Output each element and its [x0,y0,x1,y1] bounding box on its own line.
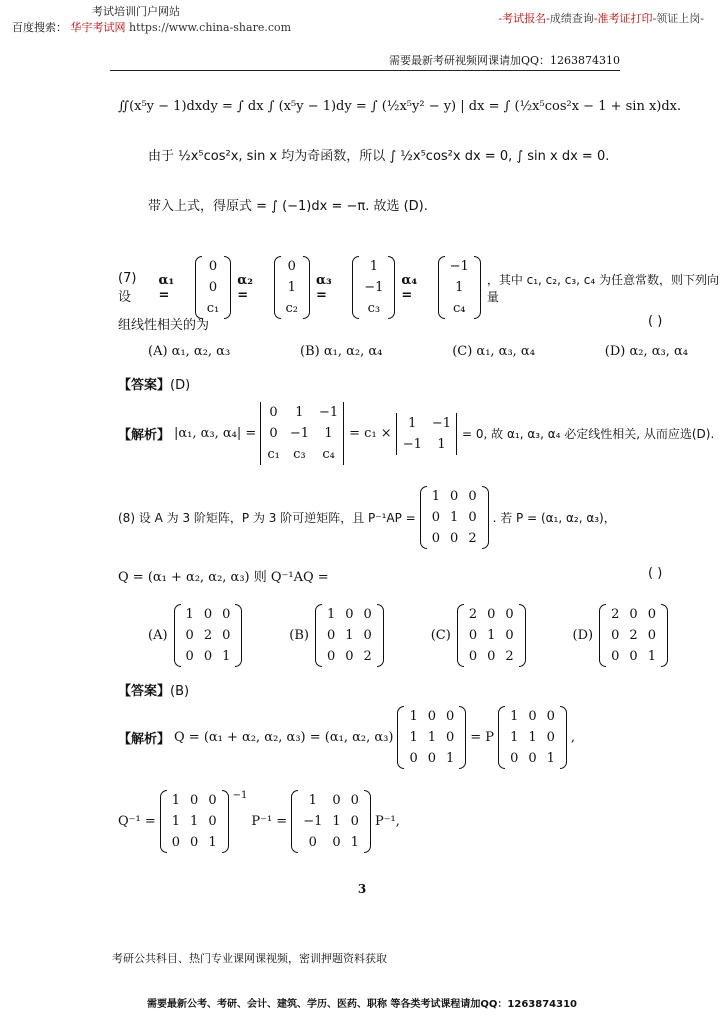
q7-alpha3-label: α₃ = [316,272,332,303]
brand-link[interactable]: 华宇考试网 [70,21,126,34]
q7-alpha1-label: α₁ = [158,272,175,303]
footer-line-1: 考研公共科目、热门专业课网课视频，密训押题资料获取 [112,952,387,965]
q7-line2: 组线性相关的为 [118,318,210,333]
nav-exam-signup[interactable]: -考试报名 [498,12,547,25]
q8-option-a[interactable]: (A) 1 0 0 0 2 0 0 0 1 [148,604,242,667]
q8-stem [118,486,616,549]
q8-ana-lhs: Q = (α₁ + α₂, α₂, α₃) = (α₁, α₂, α₃) [174,730,394,745]
q8-options [148,604,668,667]
nav-ticket-print[interactable]: -准考证打印 [593,12,653,25]
q8-inverse: Q⁻¹ = 1 0 0 1 1 0 0 0 1 $^{-1}$ P⁻¹ = 1 0 0 −1 1 0 0 0 1 P⁻¹, [118,790,400,853]
q8-analysis: 【解析】 Q = (α₁ + α₂, α₂, α₃) = (α₁, α₂, α₃) 1 0 0 1 1 0 0 0 1 = P 1 0 0 1 1 0 0 0 1 , [118,706,575,769]
analysis-label: 【解析】 [118,428,171,443]
q8-inv-matrix: 1 0 0 −1 1 0 0 0 1 [291,790,371,853]
q7-answer-value: (D) [170,378,191,393]
q7-vector-alpha2: 0 1 c₂ [274,256,311,319]
q7-mid: = c₁ × [349,426,392,441]
q7-answer [118,374,190,393]
q8-option-b[interactable]: (B) 1 0 0 0 1 0 0 0 2 [289,604,384,667]
header-left [12,4,291,36]
q7-prefix: (7) 设 [118,270,137,305]
q8-suffix: . 若 P = (α₁, α₂, α₃)， [492,511,616,525]
q7-alpha4-label: α₄ = [401,272,418,303]
q8-ana-matrix: 1 0 0 1 1 0 0 0 1 [397,706,466,769]
q7-vector-alpha3: 1 −1 c₃ [352,256,395,319]
header-nav [498,10,704,26]
nav-certificate[interactable]: -领证上岗- [652,12,704,25]
q7-option-a[interactable]: (A) α₁, α₂, α₃ [148,344,231,359]
q8-answer-blank: ( ) [648,566,663,581]
integral-line-1: ∬(x⁵y − 1)dxdy = ∫ dx ∫ (x⁵y − 1)dy = ∫ (½x⁵y² − y) | dx = ∫ (½x⁵cos²x − 1 + sin x)dx. [118,99,682,114]
q7-det3: 0 1 −1 0 −1 1 c₁ c₃ c₄ [260,402,345,465]
q8-inv-sup: −1 [232,790,248,801]
q7-vector-alpha1: 0 0 c₁ [195,256,232,319]
footer-line-2: 需要最新公考、考研、会计、建筑、学历、医药、职称 等各类考试课程请加QQ：1263874310 [146,999,578,1010]
site-url[interactable]: https://www.china-share.com [129,21,292,34]
q7-conclusion: = 0, 故 α₁, α₃, α₄ 必定线性相关, 从而应选(D). [462,427,715,441]
qq-line: 需要最新考研视频网课请加QQ：1263874310 [110,52,620,71]
q7-answer-blank: ( ) [648,314,663,329]
q7-option-c[interactable]: (C) α₁, α₃, α₄ [452,344,535,359]
q7-det-lhs: |α₁, α₃, α₄| = [174,426,257,441]
nav-score-query[interactable]: -成绩查询 [546,12,594,25]
q8-ana-mid: = P [470,730,495,745]
q8-answer-value: (B) [170,684,190,699]
q7-alpha2-label: α₂ = [237,272,253,303]
q8-inv-mid: P⁻¹ = [251,814,288,829]
q7-stem [118,256,724,319]
q7-options [148,344,688,359]
q7-option-d[interactable]: (D) α₂, α₃, α₄ [604,344,688,359]
q8-option-d[interactable]: (D) 2 0 0 0 2 0 0 0 1 [573,604,668,667]
site-title: 考试培训门户网站 [92,5,180,18]
q8-inv-base-matrix: 1 0 0 1 1 0 0 0 1 [160,790,229,853]
q7-det2: 1 −1 −1 1 [396,413,458,455]
q8-option-c[interactable]: (C) 2 0 0 0 1 0 0 0 2 [431,604,526,667]
q8-prefix: (8) 设 A 为 3 阶矩阵，P 为 3 阶可逆矩阵，且 P⁻¹AP = [118,511,416,525]
search-label: 百度搜索： [12,21,67,34]
q8-diag-matrix: 1 0 0 0 1 0 0 0 2 [420,486,489,549]
q8-ana-matrix-2: 1 0 0 1 1 0 0 0 1 [498,706,567,769]
q7-option-b[interactable]: (B) α₁, α₂, α₄ [300,344,383,359]
page-number: 3 [357,882,367,896]
q7-suffix: ，其中 c₁, c₂, c₃, c₄ 为任意常数，则下列向量 [486,272,719,304]
q8-line2: Q = (α₁ + α₂, α₂, α₃) 则 Q⁻¹AQ = [118,570,329,585]
q8-inv-lhs: Q⁻¹ = [118,814,156,829]
q7-analysis [118,402,714,465]
q8-answer: 【答案】(B) [118,684,190,699]
integral-line-3: 带入上式，得原式 = ∫ (−1)dx = −π. 故选 (D). [148,199,428,214]
integral-line-2: 由于 ½x⁵cos²x, sin x 均为奇函数，所以 ∫ ½x⁵cos²x dx = 0, ∫ sin x dx = 0. [148,149,610,164]
answer-label: 【答案】 [118,378,171,393]
q7-vector-alpha4: −1 1 c₄ [438,256,481,319]
